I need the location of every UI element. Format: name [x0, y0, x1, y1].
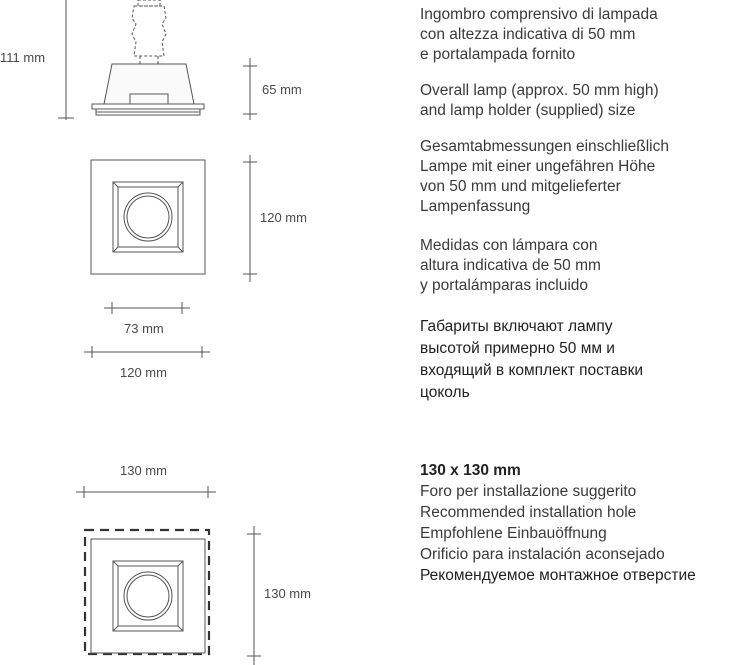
label-120mm-horizontal: 120 mm	[120, 365, 167, 380]
label-65mm: 65 mm	[262, 82, 302, 97]
hole-view	[85, 530, 209, 654]
description-english: Overall lamp (approx. 50 mm high) and lamp holder (supplied) size	[420, 82, 659, 119]
label-73mm: 73 mm	[124, 321, 164, 336]
label-130mm-vertical: 130 mm	[264, 586, 311, 601]
installation-size: 130 x 130 mm	[420, 462, 521, 479]
side-view-body	[92, 64, 204, 115]
label-130mm-horizontal: 130 mm	[120, 463, 167, 478]
label-120mm-vertical: 120 mm	[260, 210, 307, 225]
description-german: Gesamtabmessungen einschließlich Lampe mit einer ungefähren Höhe von 50 mm und mitgelieferter Lampenfassung	[420, 138, 669, 215]
front-view	[91, 160, 205, 274]
side-view-lamp	[132, 0, 166, 64]
label-111mm: 111 mm	[0, 50, 46, 65]
description-italian: Ingombro comprensivo di lampada con altezza indicativa di 50 mm e portalampada fornito	[420, 6, 658, 63]
description-spanish: Medidas con lámpara con altura indicativa de 50 mm y portalámparas incluido	[420, 237, 601, 294]
description-russian: Габариты включают лампу высотой примерно 50 мм и входящий в комплект поставки цоколь	[420, 318, 644, 401]
installation-block: 130 x 130 mm Foro per installazione suggerito Recommended installation hole Empfohlene Einbauöffnung Orificio para instalación aconsejado Рекомендуемое монтажное отверстие	[420, 462, 696, 584]
